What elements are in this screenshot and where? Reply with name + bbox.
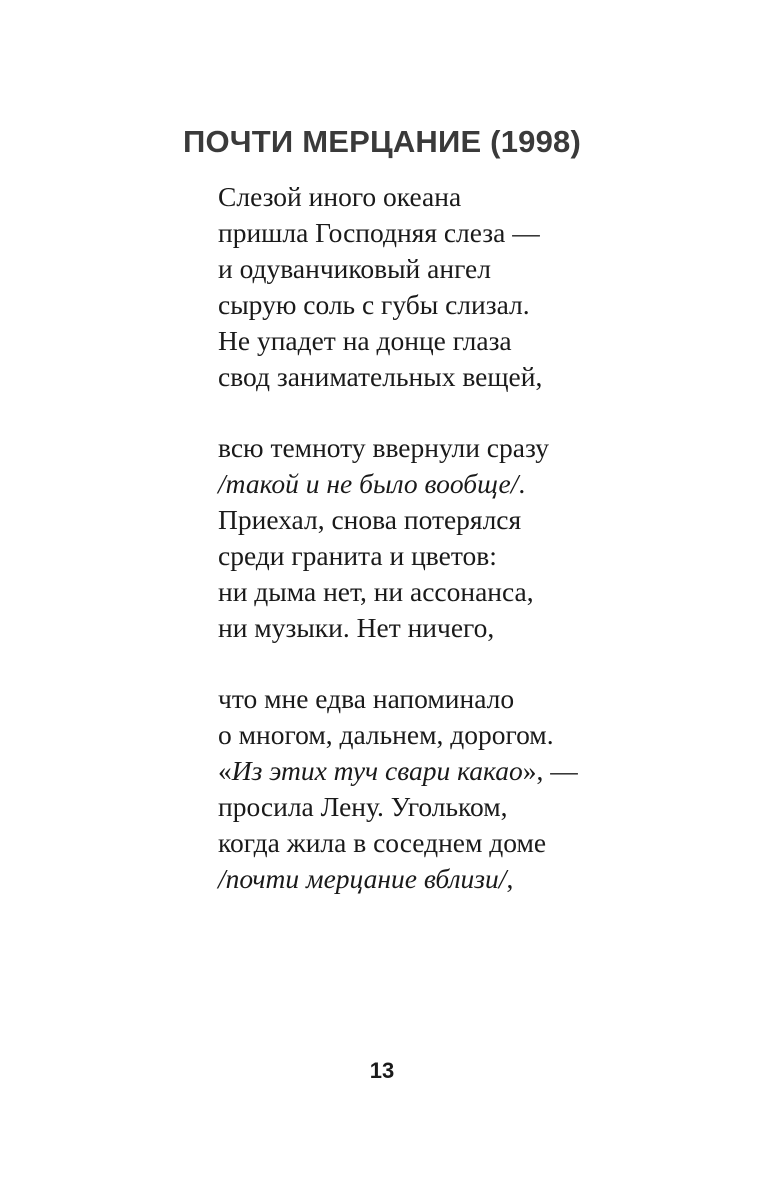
poem-line: просила Лену. Угольком, xyxy=(218,791,508,822)
poem-line: Приехал, снова потерялся xyxy=(218,504,522,535)
stanza-3 xyxy=(218,681,578,897)
stanza-1 xyxy=(218,179,578,395)
poem-line: что мне едва напоминало xyxy=(218,683,515,714)
poem-line: среди гранита и цветов: xyxy=(218,540,497,571)
poem-line: пришла Господняя слеза — xyxy=(218,217,540,248)
poem-line-tail: . xyxy=(518,468,526,499)
poem-line: и одуванчиковый ангел xyxy=(218,253,491,284)
poem-line: Не упадет на донце глаза xyxy=(218,325,512,356)
poem-title: ПОЧТИ МЕРЦАНИЕ (1998) xyxy=(183,124,581,159)
poem-body xyxy=(218,179,578,932)
poem-line: всю темноту ввернули сразу xyxy=(218,432,549,463)
poem-line-open-quote: « xyxy=(218,755,232,786)
poem-line-mixed xyxy=(218,861,578,897)
poem-line: когда жила в соседнем доме xyxy=(218,827,547,858)
poem-line-mixed xyxy=(218,753,578,789)
poem-line: сырую соль с губы слизал. xyxy=(218,289,530,320)
poem-line-italic: /такой и не было вообще/ xyxy=(218,468,519,499)
poem-line-tail: , xyxy=(506,863,514,894)
poem-line: о многом, дальнем, дорогом. xyxy=(218,719,554,750)
poem-line-tail: », — xyxy=(522,755,578,786)
poem-line-italic: Из этих туч свари какао xyxy=(231,755,523,786)
poem-line: свод занимательных вещей, xyxy=(218,361,543,392)
poem-line: ни музыки. Нет ничего, xyxy=(218,612,495,643)
poem-line: ни дыма нет, ни ассонанса, xyxy=(218,576,534,607)
poem-line: Слезой иного океана xyxy=(218,181,462,212)
page-number: 13 xyxy=(369,1058,395,1083)
stanza-2 xyxy=(218,430,578,646)
poem-line-mixed xyxy=(218,466,578,502)
poem-line-italic: /почти мерцание вблизи/ xyxy=(218,863,507,894)
